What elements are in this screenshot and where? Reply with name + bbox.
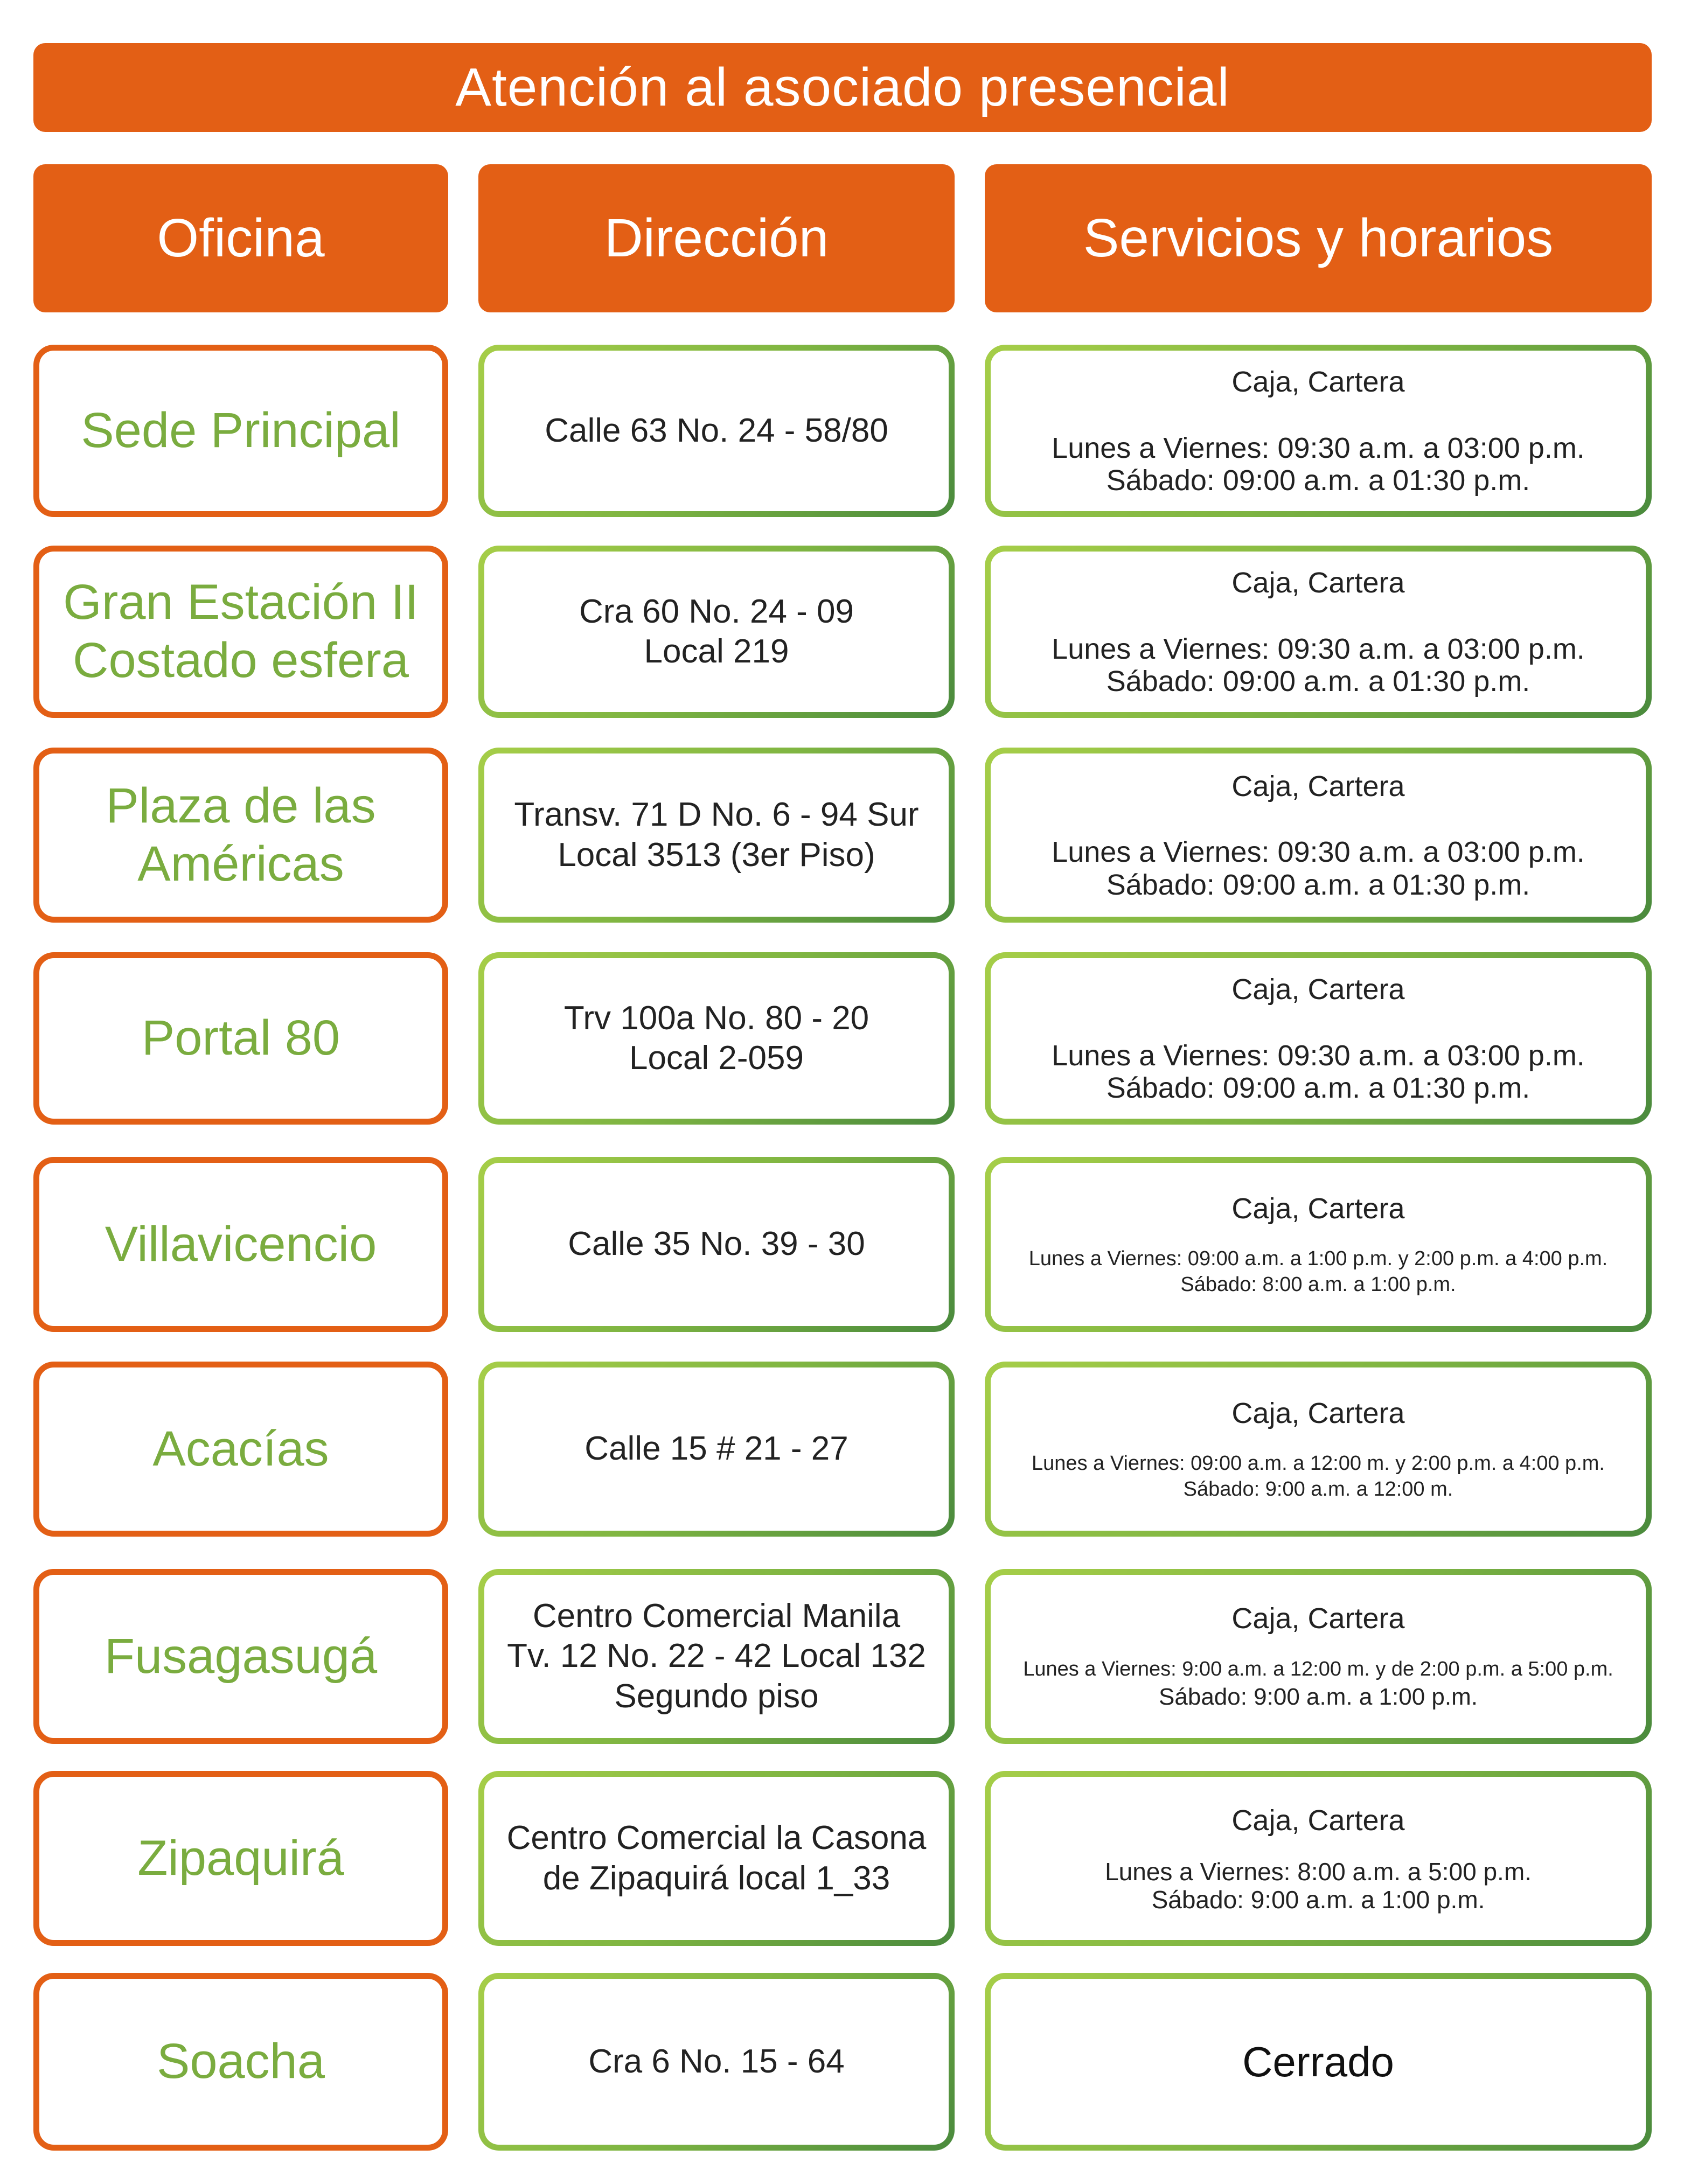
office-name: Sede Principal bbox=[33, 345, 448, 517]
weekday-hours: Lunes a Viernes: 09:30 a.m. a 03:00 p.m. bbox=[1052, 1039, 1585, 1072]
header-address: Dirección bbox=[478, 164, 955, 312]
office-address: Centro Comercial Manila Tv. 12 No. 22 - 42 Local 132 Segundo piso bbox=[478, 1569, 955, 1744]
weekday-hours: Lunes a Viernes: 8:00 a.m. a 5:00 p.m. bbox=[1105, 1858, 1532, 1886]
office-address: Trv 100a No. 80 - 20 Local 2-059 bbox=[478, 952, 955, 1125]
services-text: Caja, Cartera bbox=[1231, 567, 1405, 599]
services-text: Caja, Cartera bbox=[1231, 1602, 1405, 1635]
page-title: Atención al asociado presencial bbox=[33, 43, 1652, 132]
weekday-hours: Lunes a Viernes: 09:30 a.m. a 03:00 p.m. bbox=[1052, 431, 1585, 464]
office-hours bbox=[985, 1569, 1652, 1744]
services-text: Caja, Cartera bbox=[1231, 1804, 1405, 1837]
weekday-hours: Lunes a Viernes: 09:30 a.m. a 03:00 p.m. bbox=[1052, 632, 1585, 665]
office-address: Centro Comercial la Casona de Zipaquirá local 1_33 bbox=[478, 1771, 955, 1946]
header-office: Oficina bbox=[33, 164, 448, 312]
saturday-hours: Sábado: 9:00 a.m. a 1:00 p.m. bbox=[1159, 1684, 1478, 1711]
office-name: Portal 80 bbox=[33, 952, 448, 1125]
office-address: Cra 6 No. 15 - 64 bbox=[478, 1973, 955, 2151]
office-hours bbox=[985, 952, 1652, 1125]
office-name: Villavicencio bbox=[33, 1157, 448, 1332]
office-address: Calle 35 No. 39 - 30 bbox=[478, 1157, 955, 1332]
saturday-hours: Sábado: 09:00 a.m. a 01:30 p.m. bbox=[1106, 464, 1530, 497]
services-text: Caja, Cartera bbox=[1231, 1397, 1405, 1429]
services-text: Caja, Cartera bbox=[1231, 770, 1405, 803]
weekday-hours: Lunes a Viernes: 9:00 a.m. a 12:00 m. y de 2:00 p.m. a 5:00 p.m. bbox=[1023, 1657, 1613, 1680]
header-hours: Servicios y horarios bbox=[985, 164, 1652, 312]
saturday-hours: Sábado: 09:00 a.m. a 01:30 p.m. bbox=[1106, 665, 1530, 698]
office-hours bbox=[985, 1973, 1652, 2151]
weekday-hours: Lunes a Viernes: 09:00 a.m. a 1:00 p.m. y 2:00 p.m. a 4:00 p.m. bbox=[1028, 1247, 1608, 1271]
office-hours bbox=[985, 1157, 1652, 1332]
services-text: Caja, Cartera bbox=[1231, 973, 1405, 1006]
saturday-hours: Sábado: 09:00 a.m. a 01:30 p.m. bbox=[1106, 1072, 1530, 1105]
weekday-hours: Lunes a Viernes: 09:00 a.m. a 12:00 m. y 2:00 p.m. a 4:00 p.m. bbox=[1032, 1452, 1605, 1475]
office-name: Soacha bbox=[33, 1973, 448, 2151]
office-name: Gran Estación II Costado esfera bbox=[33, 546, 448, 718]
office-address: Calle 63 No. 24 - 58/80 bbox=[478, 345, 955, 517]
services-text: Caja, Cartera bbox=[1231, 1192, 1405, 1225]
saturday-hours: Sábado: 09:00 a.m. a 01:30 p.m. bbox=[1106, 868, 1530, 901]
office-name: Acacías bbox=[33, 1362, 448, 1537]
office-name: Fusagasugá bbox=[33, 1569, 448, 1744]
services-text: Caja, Cartera bbox=[1231, 366, 1405, 399]
office-name: Zipaquirá bbox=[33, 1771, 448, 1946]
office-hours bbox=[985, 748, 1652, 923]
closed-status: Cerrado bbox=[1242, 2038, 1394, 2085]
saturday-hours: Sábado: 9:00 a.m. a 12:00 m. bbox=[1183, 1477, 1453, 1501]
office-address: Cra 60 No. 24 - 09 Local 219 bbox=[478, 546, 955, 718]
weekday-hours: Lunes a Viernes: 09:30 a.m. a 03:00 p.m. bbox=[1052, 836, 1585, 869]
office-hours bbox=[985, 345, 1652, 517]
office-hours bbox=[985, 1362, 1652, 1537]
office-name: Plaza de las Américas bbox=[33, 748, 448, 923]
office-hours bbox=[985, 1771, 1652, 1946]
office-address: Calle 15 # 21 - 27 bbox=[478, 1362, 955, 1537]
office-address: Transv. 71 D No. 6 - 94 Sur Local 3513 (3er Piso) bbox=[478, 748, 955, 923]
saturday-hours: Sábado: 8:00 a.m. a 1:00 p.m. bbox=[1180, 1273, 1456, 1296]
saturday-hours: Sábado: 9:00 a.m. a 1:00 p.m. bbox=[1151, 1885, 1485, 1914]
office-hours bbox=[985, 546, 1652, 718]
